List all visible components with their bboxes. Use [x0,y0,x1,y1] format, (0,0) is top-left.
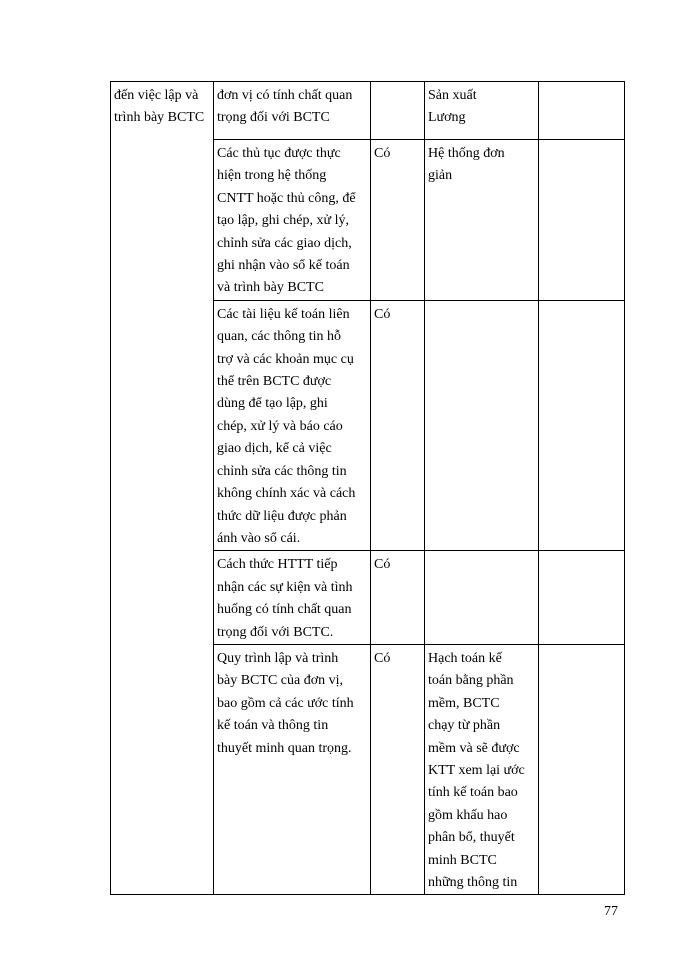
description-line: bày BCTC của đơn vị, [217,673,343,689]
note-line: gồm khấu hao [428,807,508,823]
description-line: chỉnh sửa các thông tin [217,463,347,479]
description-cell [214,300,371,550]
description-line: CNTT hoặc thủ công, để [217,190,356,206]
description-line: Các tài liệu kế toán liên [217,306,350,322]
category-line: đến việc lập và [114,88,199,103]
description-cell [214,644,371,894]
table-row [111,82,625,140]
description-line: ánh vào sổ cái. [217,530,301,546]
extra-cell [539,82,625,140]
description-line: tạo lập, ghi chép, xử lý, [217,213,350,229]
description-line: thể trên BCTC được [217,374,332,390]
description-line: Các thủ tục được thực [217,146,341,161]
extra-cell [539,644,625,894]
note-cell [425,140,539,301]
note-line: mềm, BCTC [428,695,500,711]
note-line: những thông tin [428,875,518,890]
answer-cell [371,551,425,645]
note-line: toán bằng phần [428,673,514,689]
note-line: Hệ thống đơn [428,146,505,161]
answer-text: Có [374,557,391,573]
description-line: thuyết minh quan trọng. [217,740,352,756]
note-cell [425,82,539,140]
description-line: giao dịch, kể cả việc [217,441,332,457]
note-cell [425,644,539,894]
answer-cell [371,140,425,301]
answer-text: Có [374,650,391,666]
description-line: chép, xử lý và báo cáo [217,418,343,434]
description-line: và trình bày BCTC [217,280,324,296]
description-line: quan, các thông tin hỗ [217,329,342,345]
description-cell [214,82,371,140]
note-line: KTT xem lại ước [428,762,525,778]
note-line: mềm và sẽ được [428,740,520,756]
audit-table [110,81,625,895]
description-cell [214,140,371,301]
description-line: đơn vị có tính chất quan [217,88,353,103]
note-line: Sản xuất [428,88,477,103]
note-line: giản [428,168,453,184]
note-line: Lương [428,110,466,126]
description-line: chỉnh sửa các giao dịch, [217,235,352,251]
category-line: trình bày BCTC [114,110,205,126]
description-line: dùng để tạo lập, ghi [217,396,328,412]
answer-text: Có [374,146,391,161]
answer-cell [371,300,425,550]
note-line: minh BCTC [428,852,497,868]
page-number: 77 [604,904,618,919]
description-line: Quy trình lập và trình [217,650,339,666]
description-line: trợ và các khoản mục cụ [217,351,354,367]
category-cell [111,82,214,895]
note-line: tính kế toán bao [428,785,518,801]
note-line: phân bổ, thuyết [428,830,515,846]
description-line: kế toán và thông tin [217,718,329,734]
note-line: chạy từ phần [428,718,501,734]
description-line: trọng đối với BCTC [217,110,330,126]
extra-cell [539,551,625,645]
description-line: thức dữ liệu được phản [217,508,347,524]
description-line: huống có tính chất quan [217,602,352,618]
answer-text: Có [374,306,391,322]
description-line: hiện trong hệ thống [217,168,327,184]
description-line: ghi nhận vào sổ kế toán [217,258,350,274]
note-line: Hạch toán kế [428,650,502,666]
description-line: không chính xác và cách [217,486,356,502]
description-line: nhận các sự kiện và tình [217,579,353,595]
extra-cell [539,300,625,550]
description-line: Cách thức HTTT tiếp [217,557,338,573]
answer-cell [371,82,425,140]
extra-cell [539,140,625,301]
note-cell [425,551,539,645]
note-cell [425,300,539,550]
description-line: bao gồm cả các ước tính [217,695,354,711]
answer-cell [371,644,425,894]
description-line: trọng đối với BCTC. [217,624,334,640]
description-cell [214,551,371,645]
